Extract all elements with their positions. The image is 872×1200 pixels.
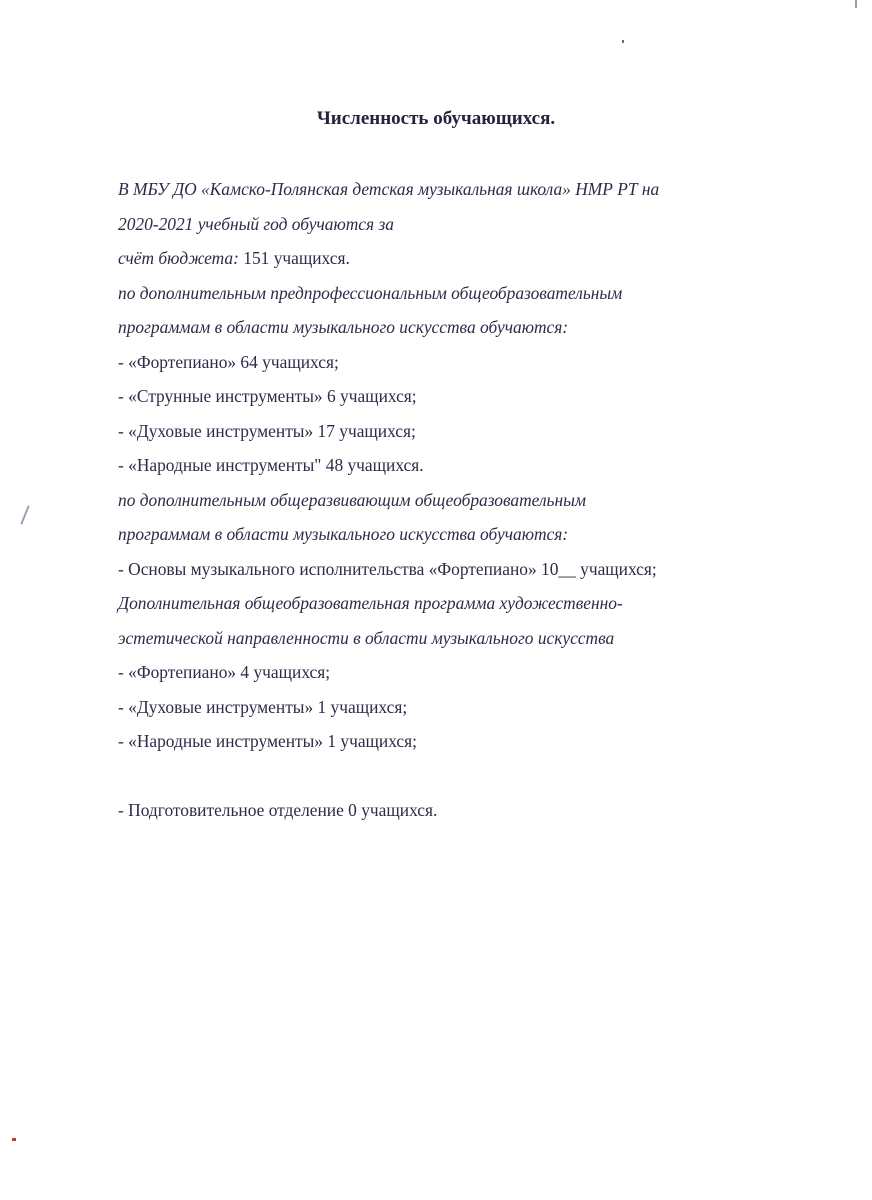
- intro-line-1: В МБУ ДО «Камско-Полянская детская музыкальная школа» НМР РТ на: [118, 179, 660, 199]
- list-item: - «Духовые инструменты» 17 учащихся;: [118, 420, 416, 441]
- preprof-heading-line-1: по дополнительным предпрофессиональным общеобразовательным: [118, 282, 623, 303]
- list-item: - «Духовые инструменты» 1 учащихся;: [118, 696, 408, 717]
- list-item: - «Струнные инструменты» 6 учащихся;: [118, 386, 417, 406]
- budget-value: 151 учащихся.: [238, 248, 350, 268]
- list-item: - «Фортепиано» 4 учащихся;: [118, 662, 331, 682]
- document-body: [118, 172, 758, 828]
- general-heading-line-2: программам в области музыкального искусства обучаются:: [118, 524, 569, 544]
- list-item: - Основы музыкального исполнительства «Фортепиано» 10__ учащихся;: [118, 558, 657, 579]
- list-item: - «Фортепиано» 64 учащихся;: [118, 351, 339, 372]
- scan-speck: [622, 40, 624, 43]
- document-title: Численность обучающихся.: [316, 108, 556, 129]
- scan-speck: [855, 0, 857, 8]
- general-heading-line-1: по дополнительным общеразвивающим общеобразовательным: [118, 489, 586, 510]
- additional-heading-line-2: эстетической направленности в области музыкального искусства: [118, 627, 615, 648]
- intro-line-2: 2020-2021 учебный год обучаются за: [118, 213, 394, 234]
- scan-speck: [12, 1138, 16, 1141]
- list-item: - «Народные инструменты" 48 учащихся.: [118, 455, 424, 475]
- list-item: - «Народные инструменты» 1 учащихся;: [118, 731, 417, 751]
- spacer: [118, 759, 758, 794]
- budget-line: [118, 241, 758, 276]
- preprof-heading-line-2: программам в области музыкального искусства обучаются:: [118, 317, 569, 337]
- scan-speck: [20, 505, 29, 524]
- budget-label: счёт бюджета:: [118, 248, 239, 268]
- preparatory-line: - Подготовительное отделение 0 учащихся.: [118, 800, 438, 820]
- additional-heading-line-1: Дополнительная общеобразовательная программа художественно-: [118, 593, 623, 613]
